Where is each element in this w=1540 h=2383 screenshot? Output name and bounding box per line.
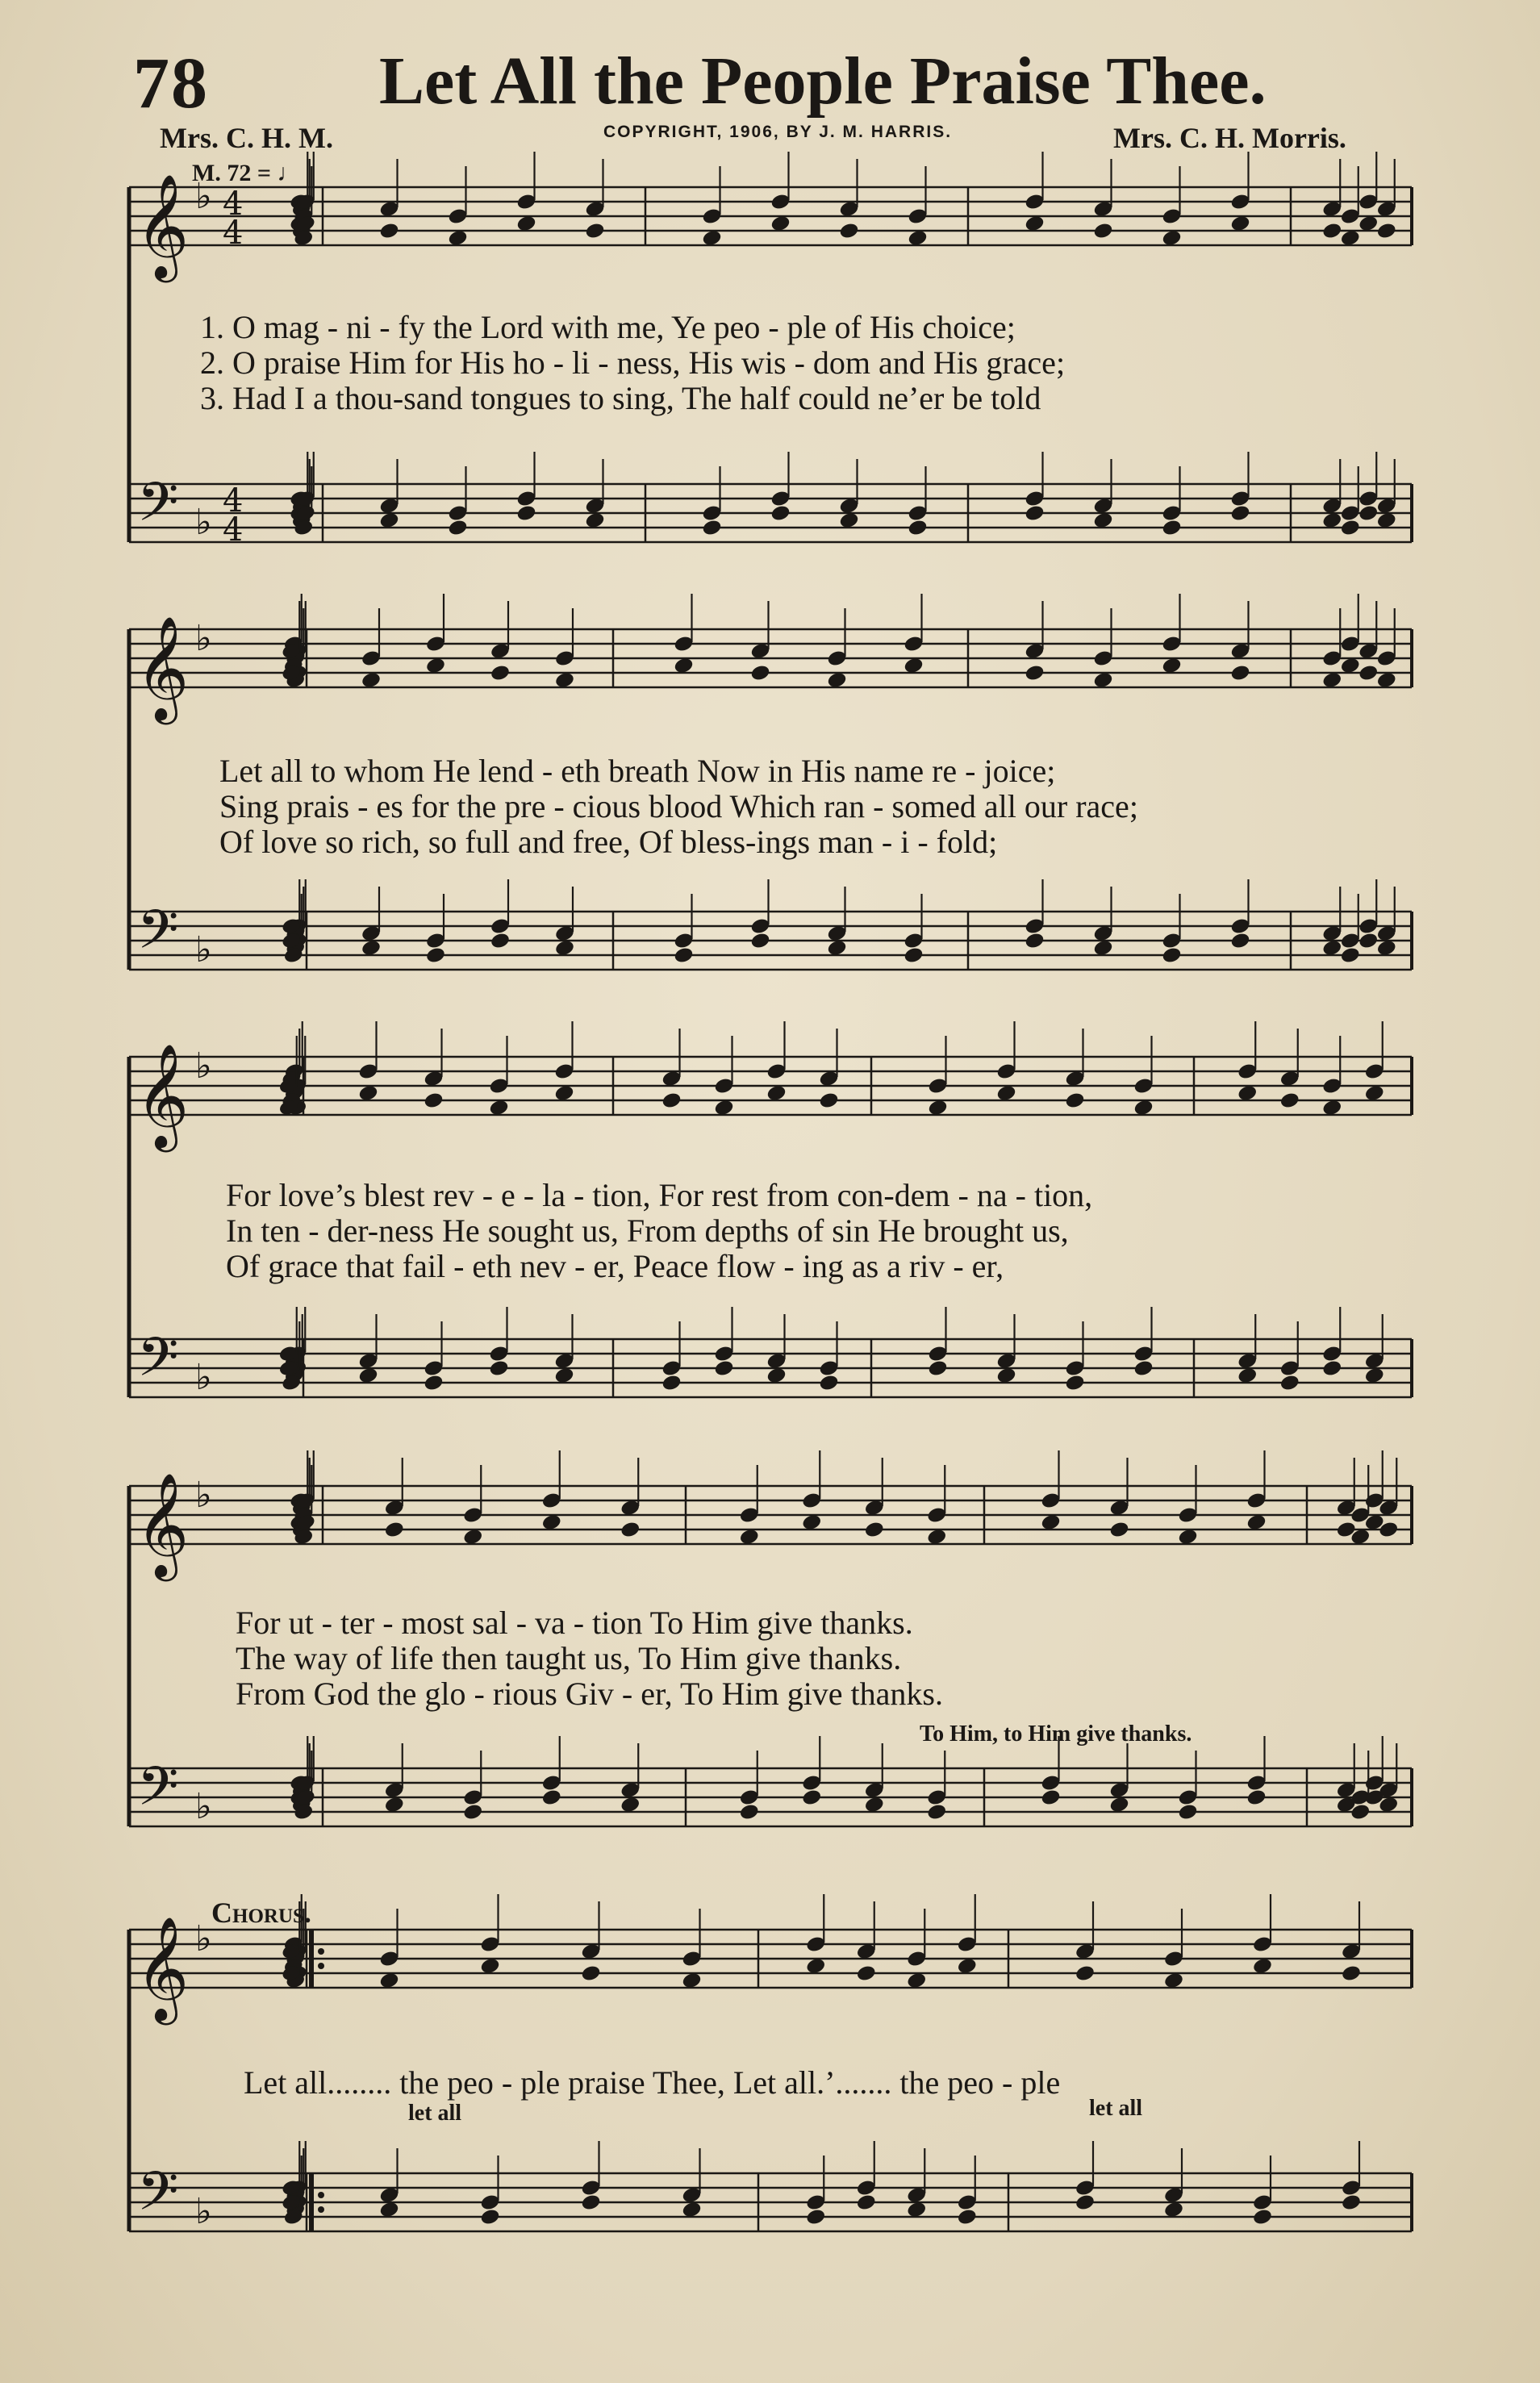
bass-clef-icon: 𝄢	[137, 471, 179, 546]
notehead	[1358, 932, 1379, 950]
notehead	[541, 1788, 562, 1807]
music-by: Mrs. C. H. Morris.	[1113, 122, 1346, 154]
lyric-line: 3. Had I a thou-sand tongues to sing, The half could ne’er be told	[200, 380, 1041, 416]
notehead	[1024, 664, 1045, 682]
notehead	[1358, 504, 1379, 523]
notehead	[1229, 664, 1250, 682]
notehead	[1064, 1091, 1085, 1110]
notehead	[1279, 1374, 1300, 1392]
notehead	[661, 1374, 682, 1392]
flat-icon: ♭	[195, 1475, 212, 1516]
bass-clef-icon: 𝄢	[137, 1755, 179, 1830]
hymn-title: Let All the People Praise Thee.	[379, 44, 1267, 119]
flat-icon: ♭	[195, 1357, 212, 1398]
time-signature: 4	[223, 186, 244, 223]
lyric-line: From God the glo - rious Giv - er, To Him give thanks.	[236, 1676, 943, 1712]
notehead	[856, 1964, 877, 1983]
lyric-line: In ten - der-ness He sought us, From depths of sin He brought us,	[226, 1212, 1069, 1249]
notehead	[903, 946, 924, 965]
lyric-line: Sing prais - es for the pre - cious blood Which ran - somed all our race;	[219, 788, 1138, 824]
notehead	[580, 2193, 601, 2212]
notehead	[1024, 932, 1045, 950]
time-signature: 4	[223, 215, 244, 252]
notehead	[1252, 2208, 1273, 2226]
notehead	[805, 2208, 826, 2226]
notehead	[479, 2208, 500, 2226]
notehead	[515, 504, 536, 523]
echo-lyric: let all	[408, 2101, 462, 2126]
treble-clef-icon: 𝄞	[136, 1916, 190, 2021]
lyric-line: 2. O praise Him for His ho - li - ness, His wis - dom and His grace;	[200, 344, 1066, 381]
notehead	[584, 222, 605, 240]
notehead	[447, 519, 468, 537]
flat-icon: ♭	[195, 929, 212, 970]
time-signature: 4	[223, 511, 244, 549]
lyric-line: For love’s blest rev - e - la - tion, For rest from con-dem - na - tion,	[226, 1177, 1093, 1213]
notehead	[1229, 504, 1250, 523]
notehead	[801, 1788, 822, 1807]
bass-response-lyric: To Him, to Him give thanks.	[920, 1722, 1192, 1747]
tempo-text: M. 72 =	[192, 160, 271, 186]
hymn-number: 78	[133, 44, 209, 123]
flat-icon: ♭	[195, 1786, 212, 1827]
bass-clef-icon: 𝄢	[137, 2160, 179, 2235]
notehead	[1064, 1374, 1085, 1392]
notehead	[1376, 222, 1397, 240]
chorus-label: Chorus.	[211, 1897, 311, 1929]
notehead	[864, 1521, 885, 1539]
notehead	[378, 222, 399, 240]
notehead	[1075, 2193, 1096, 2212]
lyric-line: For ut - ter - most sal - va - tion To Him give thanks.	[236, 1605, 913, 1641]
lyric-line: Of love so rich, so full and free, Of bless-ings man - i - fold;	[219, 824, 998, 860]
notehead	[384, 1521, 405, 1539]
notehead	[1161, 946, 1182, 965]
words-by: Mrs. C. H. M.	[160, 122, 333, 154]
notehead	[490, 932, 511, 950]
notehead	[1024, 504, 1045, 523]
notehead	[1279, 1091, 1300, 1110]
flat-icon: ♭	[195, 2191, 212, 2232]
lyric-line: 1. O mag - ni - fy the Lord with me, Ye peo - ple of His choice;	[200, 309, 1016, 345]
treble-clef-icon: 𝄞	[136, 1472, 190, 1577]
notehead	[739, 1803, 760, 1822]
notehead	[701, 519, 722, 537]
notehead	[749, 932, 770, 950]
notehead	[1340, 946, 1361, 965]
notehead	[1092, 222, 1113, 240]
notehead	[838, 222, 859, 240]
notehead	[770, 504, 791, 523]
notehead	[1341, 2193, 1362, 2212]
notehead	[957, 2208, 978, 2226]
quarter-note-icon: ♩	[277, 160, 302, 186]
notehead	[1108, 1521, 1129, 1539]
flat-icon: ♭	[195, 1918, 212, 1959]
bass-clef-icon: 𝄢	[137, 899, 179, 974]
notehead	[1133, 1359, 1154, 1378]
notehead	[490, 664, 511, 682]
repeat-dot	[318, 2206, 324, 2213]
notehead	[1177, 1803, 1198, 1822]
repeat-dot	[318, 2192, 324, 2198]
notehead	[1358, 664, 1379, 682]
notehead	[1340, 519, 1361, 537]
notehead	[1040, 1788, 1061, 1807]
notehead	[620, 1521, 641, 1539]
lyric-line: Of grace that fail - eth nev - er, Peace flow - ing as a riv - er,	[226, 1248, 1004, 1284]
notehead	[423, 1374, 444, 1392]
notehead	[488, 1359, 509, 1378]
notehead	[818, 1374, 839, 1392]
lyric-line: Let all........ the peo - ple praise Thee, Let all.’....... the peo - ple	[244, 2064, 1061, 2101]
notehead	[1229, 932, 1250, 950]
notehead	[423, 1091, 444, 1110]
echo-lyric: let all	[1089, 2096, 1143, 2121]
treble-clef-icon: 𝄞	[136, 1043, 190, 1148]
copyright-notice: COPYRIGHT, 1906, BY J. M. HARRIS.	[603, 123, 953, 141]
lyric-line: The way of life then taught us, To Him give thanks.	[236, 1640, 902, 1676]
notehead	[927, 1359, 948, 1378]
notehead	[1075, 1964, 1096, 1983]
time-signature: 4	[223, 482, 244, 520]
notehead	[673, 946, 694, 965]
flat-icon: ♭	[195, 502, 212, 543]
notehead	[580, 1964, 601, 1983]
notehead	[1321, 222, 1342, 240]
bass-clef-icon: 𝄢	[137, 1326, 179, 1401]
treble-clef-icon: 𝄞	[136, 616, 190, 720]
notehead	[907, 519, 928, 537]
treble-clef-icon: 𝄞	[136, 173, 190, 278]
notehead	[1341, 1964, 1362, 1983]
notehead	[661, 1091, 682, 1110]
flat-icon: ♭	[195, 176, 212, 217]
flat-icon: ♭	[195, 618, 212, 659]
flat-icon: ♭	[195, 1045, 212, 1087]
lyric-line: Let all to whom He lend - eth breath Now in His name re - joice;	[219, 753, 1056, 789]
notehead	[1246, 1788, 1267, 1807]
notehead	[818, 1091, 839, 1110]
notehead	[713, 1359, 734, 1378]
notehead	[425, 946, 446, 965]
notehead	[926, 1803, 947, 1822]
notehead	[856, 2193, 877, 2212]
repeat-dot	[318, 1963, 324, 1969]
notehead	[1321, 1359, 1342, 1378]
notehead	[1161, 519, 1182, 537]
notehead	[462, 1803, 483, 1822]
repeat-dot	[318, 1948, 324, 1955]
notehead	[749, 664, 770, 682]
